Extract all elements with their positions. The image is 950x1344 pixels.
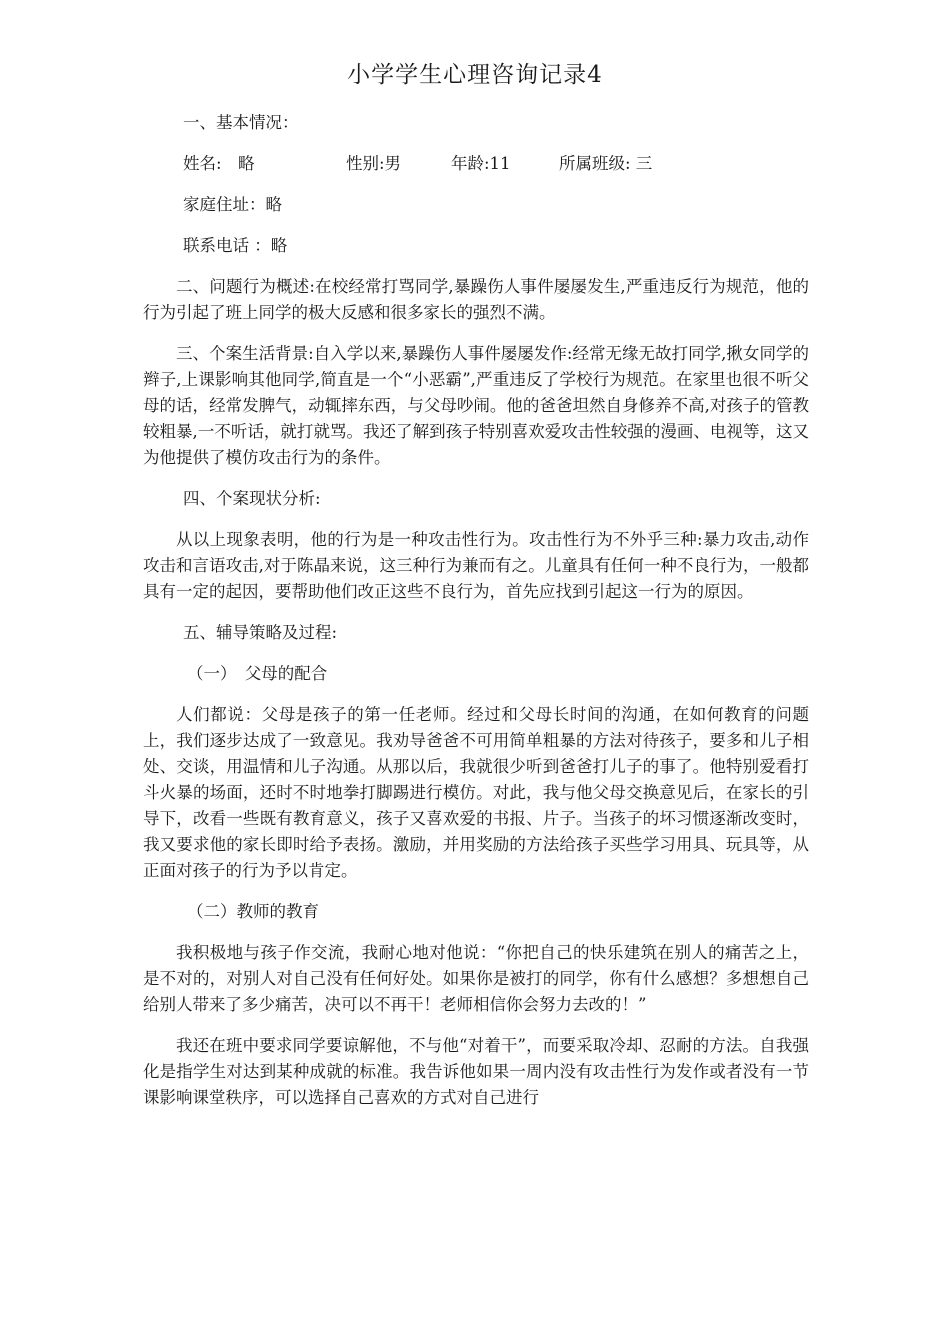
sub2-paragraph-1: 我积极地与孩子作交流，我耐心地对他说：“你把自己的快乐建筑在别人的痛苦之上，是不对的，对别人对自己没有任何好处。如果你是被打的同学，你有什么感想？多想想自己给别人带来了多少痛苦，决可以不再干！老师相信你会努力去改的！” xyxy=(143,943,809,1014)
document-body xyxy=(143,110,809,1126)
section5-heading: 五、辅导策略及过程: xyxy=(183,623,338,642)
section4-heading: 四、个案现状分析: xyxy=(183,489,321,508)
info-age: 年龄:11 xyxy=(451,154,511,173)
document-title: 小学学生心理咨询记录4 xyxy=(347,62,603,88)
sub1-paragraph: 人们都说：父母是孩子的第一任老师。经过和父母长时间的沟通，在如何教育的问题上，我们逐步达成了一致意见。我劝导爸爸不可用简单粗暴的方法对待孩子，要多和儿子相处、交谈，用温情和儿子沟通。从那以后，我就很少听到爸爸打儿子的事了。他特别爱看打斗火暴的场面，还时不时地拳打脚踢进行模仿。对此，我与他父母交换意见后，在家长的引导下，改看一些既有教育意义，孩子又喜欢爱的书报、片子。当孩子的坏习惯逐渐改变时，我又要求他的家长即时给予表扬。激励，并用奖励的方法给孩子买些学习用具、玩具等，从正面对孩子的行为予以肯定。 xyxy=(143,705,809,880)
section3-paragraph: 三、个案生活背景:自入学以来,暴躁伤人事件屡屡发作:经常无缘无故打同学,揪女同学的辫子,上课影响其他同学,简直是一个“小恶霸”,严重违反了学校行为规范。在家里也很不听父母的话，经常发脾气，动辄摔东西，与父母吵闹。他的爸爸坦然自身修养不高,对孩子的管教较粗暴,一不听话，就打就骂。我还了解到孩子特别喜欢爱攻击性较强的漫画、电视等，这又为他提供了模仿攻击行为的条件。 xyxy=(143,344,809,467)
section4-paragraph: 从以上现象表明，他的行为是一种攻击性行为。攻击性行为不外乎三种:暴力攻击,动作攻击和言语攻击,对于陈晶来说，这三种行为兼而有之。儿童具有任何一种不良行为，一般都具有一定的起因，要帮助他们改正这些不良行为，首先应找到引起这一行为的原因。 xyxy=(143,530,809,601)
info-phone: 联系电话 ：略 xyxy=(183,236,288,255)
sub1-heading: （一） 父母的配合 xyxy=(187,664,328,683)
info-class: 所属班级: 三 xyxy=(559,154,653,173)
info-gender: 性别:男 xyxy=(346,154,402,173)
basic-info-row xyxy=(143,151,809,177)
info-address: 家庭住址：略 xyxy=(183,195,282,214)
section1-heading: 一、基本情况： xyxy=(183,113,299,132)
info-name: 姓名: 略 xyxy=(183,154,255,173)
sub2-heading: （二）教师的教育 xyxy=(187,902,319,921)
section2-paragraph: 二、问题行为概述:在校经常打骂同学,暴躁伤人事件屡屡发生,严重违反行为规范，他的行为引起了班上同学的极大反感和很多家长的强烈不满。 xyxy=(143,277,809,322)
sub2-paragraph-2: 我还在班中要求同学要谅解他，不与他“对着干”，而要采取冷却、忍耐的方法。自我强化是指学生对达到某种成就的标准。我告诉他如果一周内没有攻击性行为发作或者没有一节课影响课堂秩序，可以选择自己喜欢的方式对自己进行 xyxy=(143,1036,809,1107)
